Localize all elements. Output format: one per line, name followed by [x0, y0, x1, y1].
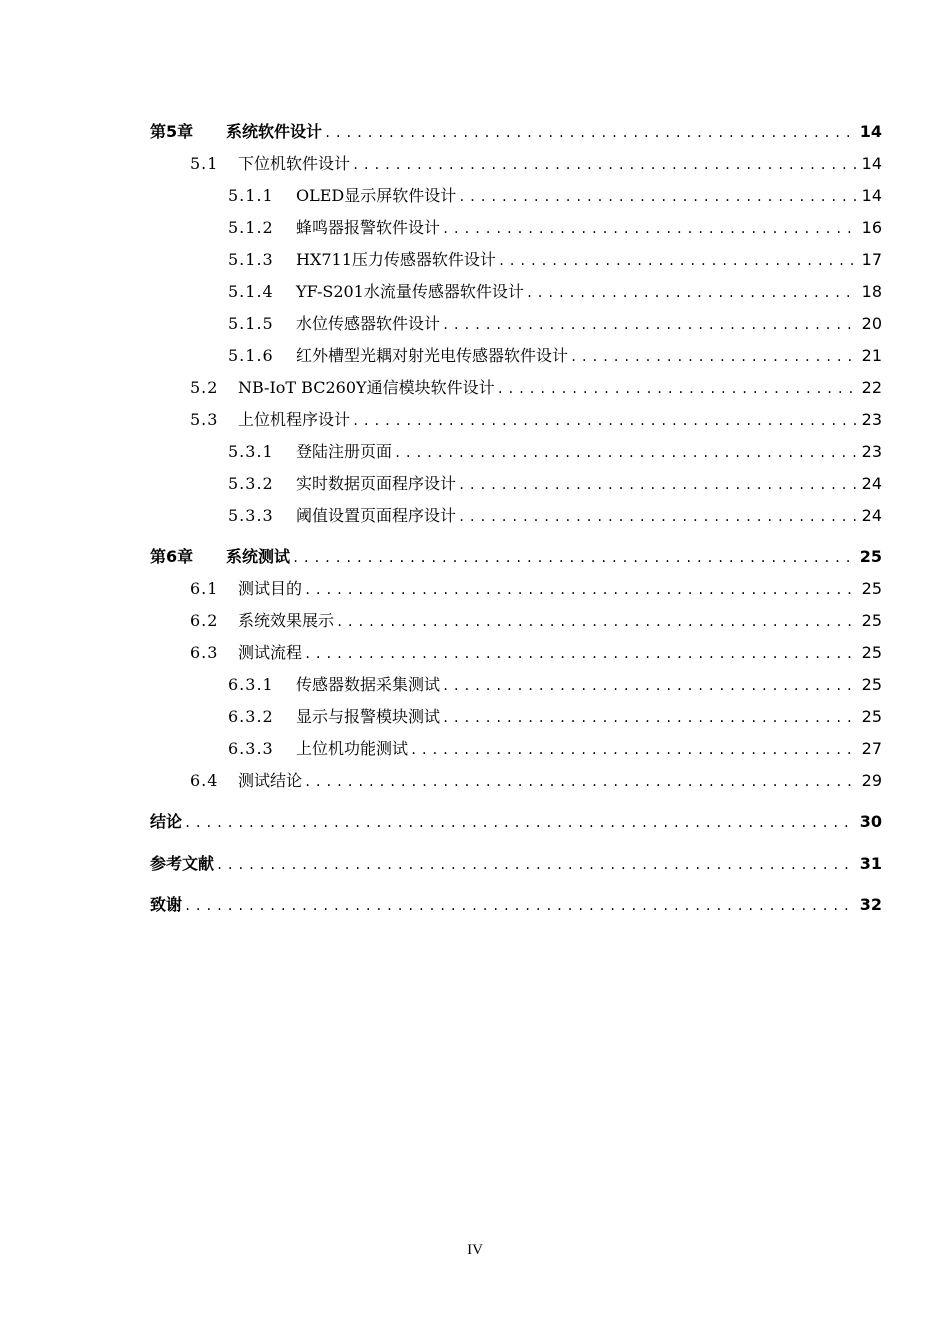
dot-leader — [292, 546, 856, 570]
toc-entry[interactable] — [150, 705, 882, 729]
toc-entry-page: 22 — [861, 378, 882, 397]
toc-entry-number: 5.3.1 — [228, 442, 274, 461]
toc-entry-title: 测试目的 — [238, 579, 303, 598]
toc-entry[interactable] — [150, 344, 882, 368]
toc-entry[interactable] — [150, 609, 882, 633]
dot-leader — [410, 738, 858, 762]
toc-entry-page: 25 — [861, 579, 882, 598]
toc-entry-title: 传感器数据采集测试 — [296, 675, 441, 694]
toc-entry-title: 测试流程 — [238, 643, 303, 662]
toc-entry[interactable] — [150, 737, 882, 761]
toc-entry-title: OLED显示屏软件设计 — [296, 186, 457, 205]
toc-entry[interactable] — [150, 673, 882, 697]
dot-leader — [304, 642, 858, 666]
toc-entry-title: 上位机功能测试 — [296, 739, 409, 758]
toc-entry-number: 6.3.3 — [228, 739, 274, 758]
toc-entry-number: 5.1.6 — [228, 346, 274, 365]
dot-leader — [442, 674, 858, 698]
dot-leader — [394, 441, 858, 465]
dot-leader — [458, 505, 858, 529]
toc-entry-page: 32 — [859, 895, 882, 914]
toc-entry[interactable] — [150, 893, 882, 917]
dot-leader — [216, 853, 856, 877]
dot-leader — [352, 153, 858, 177]
dot-leader — [442, 706, 858, 730]
dot-leader — [526, 281, 858, 305]
dot-leader — [336, 610, 858, 634]
toc-entry-page: 27 — [861, 739, 882, 758]
toc-entry-page: 23 — [861, 442, 882, 461]
toc-entry-title: 登陆注册页面 — [296, 442, 393, 461]
toc-entry-title: 显示与报警模块测试 — [296, 707, 441, 726]
toc-entry-number: 6.4 — [190, 771, 219, 790]
toc-entry[interactable] — [150, 120, 882, 144]
toc-entry-page: 17 — [861, 250, 882, 269]
toc-entry[interactable] — [150, 312, 882, 336]
toc-entry-title: 蜂鸣器报警软件设计 — [296, 218, 441, 237]
toc-entry-number: 6.3.1 — [228, 675, 274, 694]
toc-entry-page: 24 — [861, 474, 882, 493]
toc-entry[interactable] — [150, 408, 882, 432]
toc-entry-page: 14 — [859, 122, 882, 141]
toc-entry-page: 14 — [861, 186, 882, 205]
toc-entry-page: 30 — [859, 812, 882, 831]
dot-leader — [498, 249, 858, 273]
toc-entry-number: 5.3.3 — [228, 506, 274, 525]
toc-entry[interactable] — [150, 852, 882, 876]
toc-entry-title: 水位传感器软件设计 — [296, 314, 441, 333]
dot-leader — [442, 313, 858, 337]
dot-leader — [352, 409, 858, 433]
toc-entry-page: 25 — [859, 547, 882, 566]
toc-entry-number: 5.1.4 — [228, 282, 274, 301]
toc-entry-number: 5.3.2 — [228, 474, 274, 493]
toc-entry[interactable] — [150, 184, 882, 208]
dot-leader — [442, 217, 858, 241]
toc-entry[interactable] — [150, 280, 882, 304]
toc-entry[interactable] — [150, 472, 882, 496]
toc-entry-page: 25 — [861, 611, 882, 630]
toc-entry-number: 6.3 — [190, 643, 219, 662]
toc-entry-number: 5.3 — [190, 410, 219, 429]
toc-entry-title: 阈值设置页面程序设计 — [296, 506, 457, 525]
toc-entry-page: 24 — [861, 506, 882, 525]
toc-entry[interactable] — [150, 769, 882, 793]
toc-entry-number: 6.3.2 — [228, 707, 274, 726]
toc-entry-title: HX711压力传感器软件设计 — [296, 250, 496, 269]
toc-entry-title: YF-S201水流量传感器软件设计 — [296, 282, 524, 301]
toc-entry-page: 25 — [861, 675, 882, 694]
toc-entry-title: 实时数据页面程序设计 — [296, 474, 457, 493]
toc-entry-title: 参考文献 — [150, 854, 215, 873]
toc-entry-title: 红外槽型光耦对射光电传感器软件设计 — [296, 346, 569, 365]
toc-entry-page: 31 — [859, 854, 882, 873]
toc-entry-number: 6.2 — [190, 611, 219, 630]
toc-entry[interactable] — [150, 376, 882, 400]
dot-leader — [304, 578, 858, 602]
toc-entry-title: NB-IoT BC260Y通信模块软件设计 — [238, 378, 495, 397]
toc-entry[interactable] — [150, 440, 882, 464]
page-number: IV — [467, 1242, 483, 1258]
toc-entry-page: 16 — [861, 218, 882, 237]
toc-entry-page: 14 — [861, 154, 882, 173]
toc-entry-title: 系统软件设计 — [226, 122, 323, 141]
dot-leader — [458, 185, 857, 209]
toc-entry-page: 23 — [861, 410, 882, 429]
toc-entry-page: 21 — [861, 346, 882, 365]
toc-entry-number: 6.1 — [190, 579, 219, 598]
toc-entry-number: 5.2 — [190, 378, 219, 397]
toc-entry-title: 下位机软件设计 — [238, 154, 351, 173]
toc-entry-title: 致谢 — [150, 895, 183, 914]
toc-entry-number: 5.1.1 — [228, 186, 274, 205]
toc-entry[interactable] — [150, 152, 882, 176]
toc-entry-number: 5.1 — [190, 154, 219, 173]
toc-entry-title: 结论 — [150, 812, 183, 831]
toc-entry-number: 第6章 — [150, 547, 194, 566]
toc-entry[interactable] — [150, 545, 882, 569]
toc-entry-number: 5.1.5 — [228, 314, 274, 333]
toc-entry-page: 25 — [861, 643, 882, 662]
dot-leader — [570, 345, 858, 369]
dot-leader — [184, 894, 856, 918]
dot-leader — [497, 377, 858, 401]
toc-entry-title: 上位机程序设计 — [238, 410, 351, 429]
toc-entry-number: 第5章 — [150, 122, 194, 141]
toc-entry[interactable] — [150, 248, 882, 272]
toc-entry[interactable] — [150, 641, 882, 665]
toc-entry-page: 29 — [861, 771, 882, 790]
toc-entry-number: 5.1.2 — [228, 218, 274, 237]
toc-entry[interactable] — [150, 216, 882, 240]
dot-leader — [304, 770, 858, 794]
toc-entry[interactable] — [150, 810, 882, 834]
toc-entry[interactable] — [150, 577, 882, 601]
toc-entry-page: 25 — [861, 707, 882, 726]
toc-entry-title: 系统测试 — [226, 547, 291, 566]
toc-entry-title: 系统效果展示 — [238, 611, 335, 630]
dot-leader — [458, 473, 858, 497]
toc-entry[interactable] — [150, 504, 882, 528]
toc-entry-page: 20 — [861, 314, 882, 333]
toc-entry-number: 5.1.3 — [228, 250, 274, 269]
toc-entry-title: 测试结论 — [238, 771, 303, 790]
toc-entry-page: 18 — [861, 282, 882, 301]
dot-leader — [184, 811, 856, 835]
dot-leader — [324, 121, 856, 145]
